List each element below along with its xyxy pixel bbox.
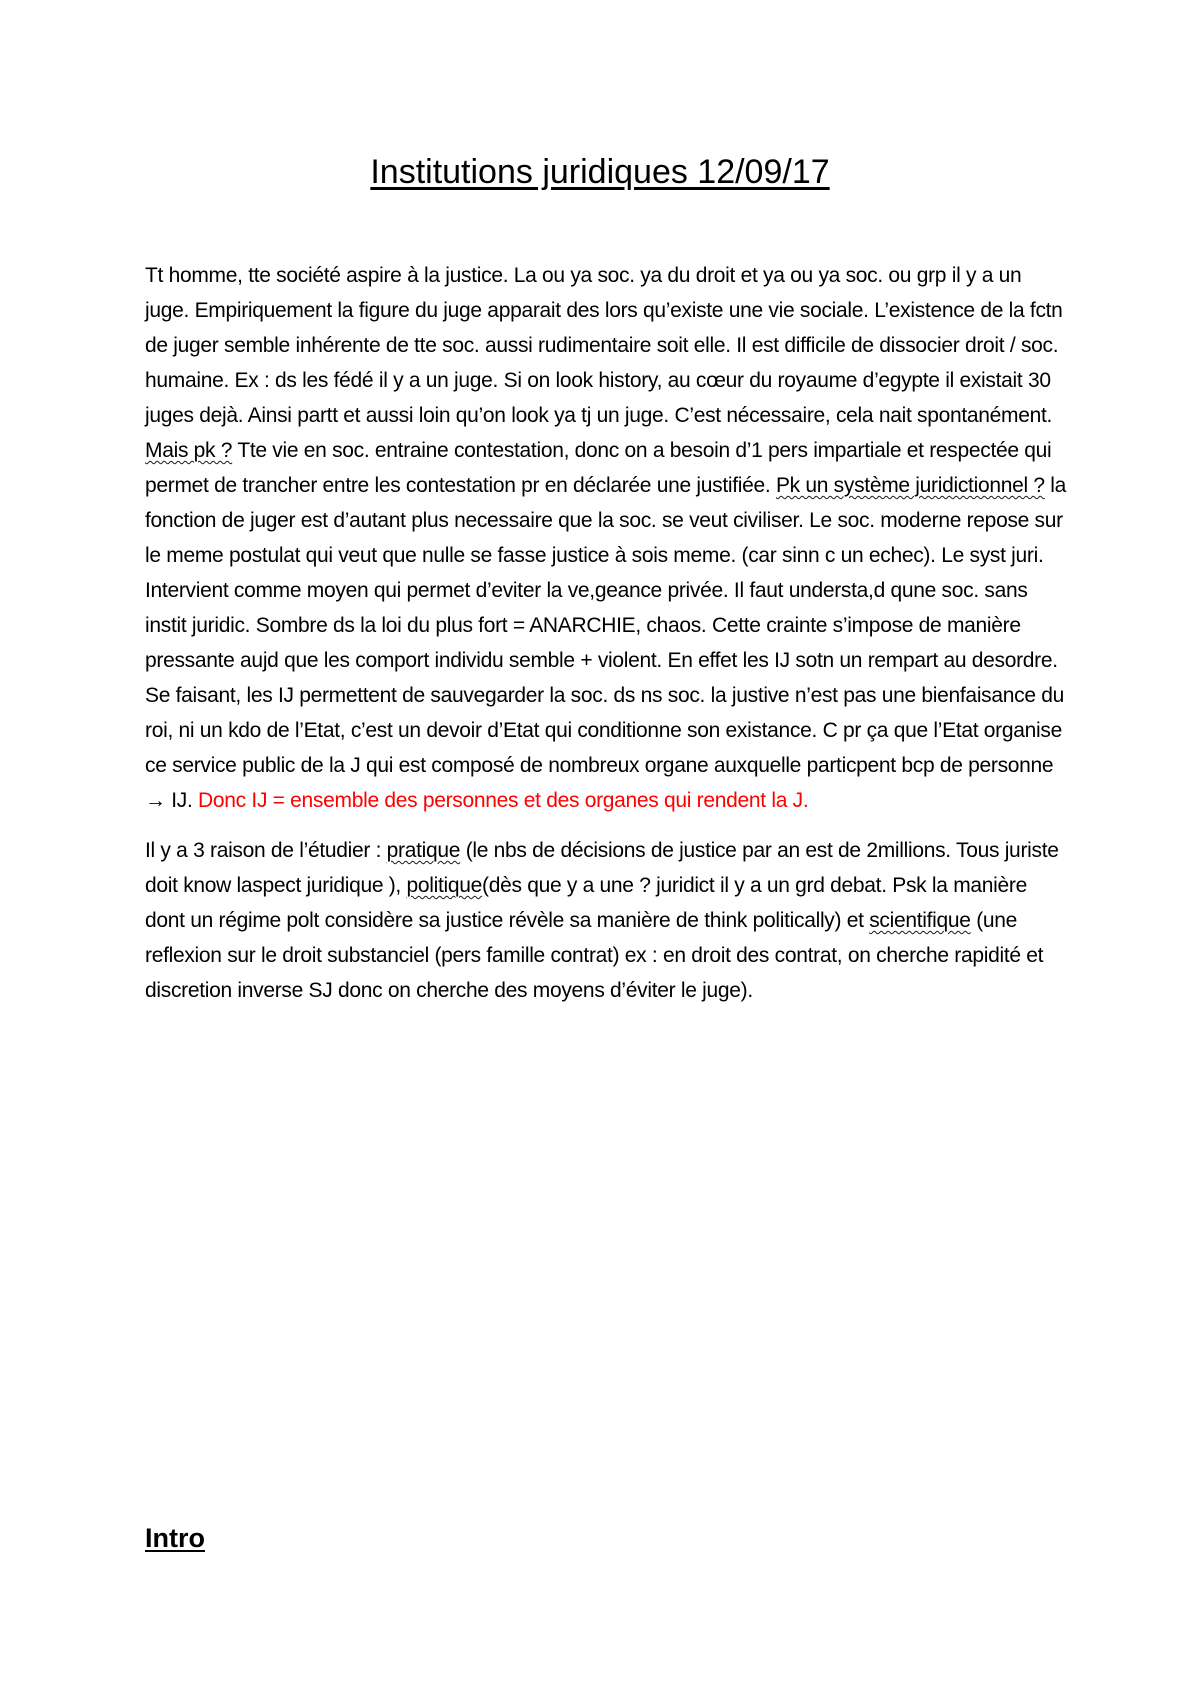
arrow-icon: → — [145, 789, 166, 812]
spellcheck-pk-systeme: Pk un système juridictionnel ? — [775, 474, 1045, 497]
section-heading-intro: Intro — [145, 1523, 205, 1553]
paragraph-reasons — [145, 833, 1070, 1008]
paragraph-1-text-b: Tte vie en soc. entraine contestation, donc on a besoin d’1 pers impartiale et respectée qui permet de trancher entre les contestation pr en déclarée une justifiée. — [145, 439, 1052, 497]
paragraph-2-text-d: (une reflexion sur le droit substanciel (pers famille contrat) ex : en droit des contrat, on cherche rapidité et discretion inverse SJ donc on cherche des moyens d’éviter le juge). — [145, 909, 1044, 1002]
paragraph-1-text-a: Tt homme, tte société aspire à la justice. La ou ya soc. ya du droit et ya ou ya soc. ou grp il y a un juge. Empiriquement la figure du juge apparait des lors qu’existe une vie sociale. L’existence de la fctn de juger semble inhérente de tte soc. aussi rudimentaire soit elle. Il est difficile de dissocier droit / soc. humaine. Ex : ds les fédé il y a un juge. Si on look history, au cœur du royaume d’egypte il existait 30 juges dejà. Ainsi partt et aussi loin qu’on look ya tj un juge. C’est nécessaire, cela nait spontanément. — [145, 264, 1063, 427]
document-title: Institutions juridiques 12/09/17 — [370, 153, 830, 191]
paragraph-1-text-d: IJ. — [165, 789, 199, 812]
spellcheck-mais-pk: Mais pk ? — [145, 439, 233, 462]
reason-scientifique: scientifique — [869, 909, 971, 932]
reason-pratique: pratique — [386, 839, 461, 862]
paragraph-1-text-c: la fonction de juger est d’autant plus necessaire que la soc. se veut civiliser. Le soc. moderne repose sur le meme postulat qui veut que nulle se fasse justice à sois meme. (car sinn c un echec). Le syst juri. Intervient comme moyen qui permet d’eviter la ve,geance privée. Il faut understa,d qune soc. sans instit juridic. Sombre ds la loi du plus fort = ANARCHIE, chaos. Cette crainte s’impose de manière pressante aujd que les comport individu semble + violent. En effet les IJ sotn un rempart au desordre. Se faisant, les IJ permettent de sauvegarder la soc. ds ns soc. la justive n’est pas une bienfaisance du roi, ni un kdo de l’Etat, c’est un devoir d’Etat qui conditionne son existance. C pr ça que l’Etat organise ce service public de la J qui est composé de nombreux organe auxquelle particpent bcp de personne — [145, 474, 1067, 777]
document-body — [145, 258, 1070, 1008]
red-conclusion: Donc IJ = ensemble des personnes et des organes qui rendent la J. — [198, 789, 809, 812]
paragraph-introduction — [145, 258, 1070, 818]
paragraph-2-text-c: (dès que y a une ? juridict il y a un grd debat. Psk la manière dont un régime polt considère sa justice révèle sa manière de think politically) et — [145, 874, 1027, 932]
reason-politique: politique — [406, 874, 483, 897]
paragraph-2-text-b: (le nbs de décisions de justice par an est de 2millions. Tous juriste doit know laspect juridique ), — [145, 839, 1059, 897]
paragraph-2-text-a: Il y a 3 raison de l’étudier : — [145, 839, 387, 862]
